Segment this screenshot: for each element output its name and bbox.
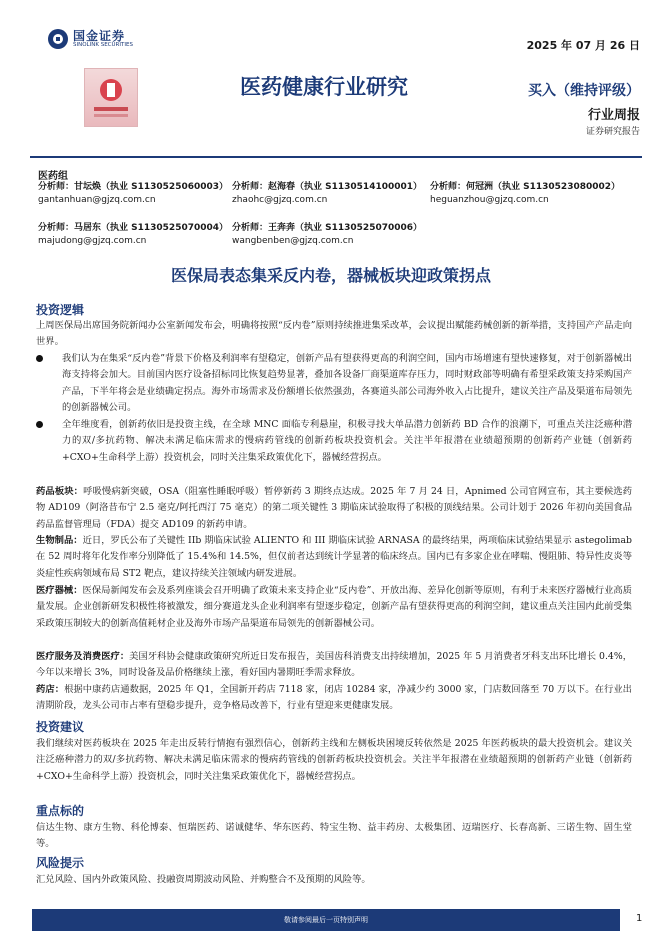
paragraph-drugs [36,484,632,533]
report-subtitle: 证券研究报告 [585,127,640,137]
risk-paragraph: 汇兑风险、国内外政策风险、投融资周期波动风险、并购整合不及预期的风险等。 [36,874,371,885]
bullet-icon [36,421,43,428]
analyst-card [232,222,422,248]
logo-cn: 国金证券 [73,28,126,43]
medical-cross-icon [100,79,122,101]
section-heading-logic: 投资逻辑 [36,303,85,317]
analyst-card [430,181,620,207]
bullet-icon [36,355,43,362]
advice-paragraph: 我们继续对医药板块在 2025 年走出反转行情抱有强烈信心，创新药主线和左侧板块困境反转依然是 2025 年医药板块的最大投资机会。建议关注泛癌种潜力的双/多抗药物、解决未满足临床需求的慢病药管线的创新药板块投资机会。关注半年报潜在业绩超预期的创新药产业链（创新药+CXO+生命科学上游）投资机会，同时关注集采政策优化下，器械经营拐点。 [36,738,632,782]
paragraph-body: 近日，罗氏公布了关键性 IIb 期临床试验 ALIENTO 和 III 期临床试验 ARNASA 的最终结果，两项临床试验结果显示 astegolimab 在 52 周时将年化发作率分别降低了 15.4%和 14.5%，但仅前者达到统计学显著的临床终点。国内已有多家企业在哮喘、慢阻肺、特异性皮炎等炎症性疾病领域布局 ST2 靶点，建议持续关注领域内研发进展。 [36,535,632,579]
analyst-email[interactable]: wangbenben@gjzq.com.cn [232,236,354,246]
intro-paragraph: 上周医保局出席国务院新闻办公室新闻发布会，明确将按照“反内卷”原则持续推进集采改革，会议提出赋能药械创新的新举措，支持国产产品走向世界。 [36,320,632,348]
article-title: 医保局表态集采反内卷，器械板块迎政策拐点 [170,266,491,285]
report-date: 2025 年 07 月 26 日 [526,39,640,52]
paragraph-label: 药品板块： [36,486,84,497]
bullet-item [36,351,632,416]
analyst-name: 分析师：何冠洲（执业 S1130523080002） [430,182,621,192]
section-heading-risk: 风险提示 [36,856,85,870]
company-logo [48,29,133,49]
targets-paragraph: 信达生物、康方生物、科伦博泰、恒瑞医药、诺诚健华、华东医药、特宝生物、益丰药房、太极集团、迈瑞医疗、长春高新、三诺生物、固生堂等。 [36,822,632,850]
team-name: 医药组 [38,171,68,182]
paragraph-body: 医保局新闻发布会及系列座谈会召开明确了政策未来支持企业“反内卷”、开放出海、差异化创新等原则，有利于未来医疗器械行业高质量发展。企业创新研发积极性将被激发，细分赛道龙头企业利润率有望逐步稳定，创新产品有望获得更高的利润空间，建议重点关注国内此前受集采政策压制较大的创新高值耗材企业及海外市场产品渠道布局领先的创新器械公司。 [36,585,632,629]
logo-en: SINOLINK SECURITIES [73,41,133,48]
section-heading-targets: 重点标的 [36,804,85,818]
section-heading-advice: 投资建议 [36,720,85,734]
paragraph-label: 生物制品： [36,535,83,546]
paragraph-biologics [36,533,632,582]
header-divider [30,156,642,158]
bullet-text: 全年维度看，创新药依旧是投资主线，在全球 MNC 面临专利悬崖，积极寻找大单品潜力创新药 BD 合作的浪潮下，可重点关注泛癌种潜力的双/多抗药物、解决未满足临床需求的慢病药管线的创新药板块投资机会。关注半年报潜在业绩超预期的创新药产业链（创新药+CXO+生命科学上游）投资机会，同时关注集采政策优化下，器械经营拐点。 [62,419,632,463]
report-cover-image [84,68,138,127]
analyst-email[interactable]: gantanhuan@gjzq.com.cn [38,195,156,205]
analyst-email[interactable]: majudong@gjzq.com.cn [38,236,147,246]
industry-title: 医药健康行业研究 [240,75,408,99]
analyst-card [38,181,228,207]
analyst-name: 分析师：马居东（执业 S1130525070004） [38,223,229,233]
footer-bar: 敬请参阅最后一页特别声明 [32,909,620,931]
paragraph-body: 美国牙科协会健康政策研究所近日发布报告，美国齿科消费支出持续增加，2025 年 5 月消费者牙科支出环比增长 0.4%，今年以来增长 3%，同时设备及品价格继续上涨，看好国内暑期旺季需求释放。 [36,651,632,679]
analyst-email[interactable]: heguanzhou@gjzq.com.cn [430,195,549,205]
bullet-text: 我们认为在集采“反内卷”背景下价格及利润率有望稳定，创新产品有望获得更高的利润空间，国内市场增速有望快速修复，对于创新器械出海支持将会加大。目前国内医疗设备招标同比恢复趋势显著，叠加各设备厂商渠道库存压力，同时财政部等明确有希望采政策支持采购国产产品，下半年将会是业绩确定拐点。海外市场需求及份额增长依然强劲，各赛道头部公司海外收入占比提升，建议关注产品及渠道布局领先的创新器械公司。 [62,353,632,413]
page-number: 1 [636,913,643,924]
logo-icon [48,29,68,49]
analyst-name: 分析师：甘坛焕（执业 S1130525060003） [38,182,229,192]
analyst-email[interactable]: zhaohc@gjzq.com.cn [232,195,328,205]
paragraph-services [36,649,632,682]
analyst-name: 分析师：王奔奔（执业 S1130525070006） [232,223,423,233]
analyst-name: 分析师：赵海春（执业 S1130514100001） [232,182,423,192]
paragraph-body: 根据中康药店通数据，2025 年 Q1，全国新开药店 7118 家，闭店 10284 家，净减少约 3000 家，门店数回落至 70 万以下。在行业出清期阶段，龙头公司市占率有望稳步提升，竞争格局改善下，行业有望迎来更健康发展。 [36,684,632,712]
analyst-card [232,181,422,207]
paragraph-label: 药店： [36,684,65,695]
report-type: 行业周报 [587,108,640,123]
bullet-item [36,417,632,466]
analyst-card [38,222,228,248]
rating: 买入（维持评级） [528,83,640,99]
paragraph-body: 呼吸慢病新突破，OSA（阻塞性睡眠呼吸）暂停新药 3 期终点达成。2025 年 7 月 24 日，Apnimed 公司官网宣布，其主要候选药物 AD109（阿洛昔布宁 2.5 毫克/阿托西汀 75 毫克）的第二项关键性 3 期临床试验取得了积极的顶线结果。公司计划于 2026 年初向美国食品药品监督管理局（FDA）提交 AD109 的新药申请。 [36,486,632,530]
paragraph-devices [36,583,632,632]
paragraph-pharmacy [36,682,632,715]
paragraph-label: 医疗服务及消费医疗： [36,651,130,662]
paragraph-label: 医疗器械： [36,585,83,596]
